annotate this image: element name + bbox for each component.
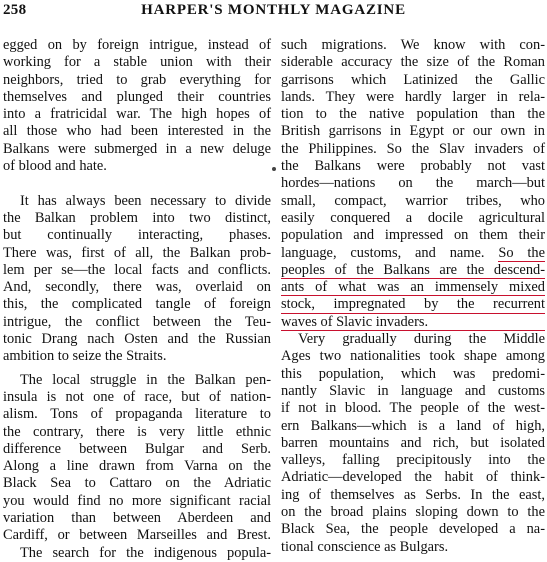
text-line: the Balkan problem into two distinct, (3, 209, 271, 226)
text-line: all those who had been interested in the (3, 123, 271, 140)
text-line: on the broad plains sloping down to the (281, 504, 545, 521)
text-line: waves of Slavic invaders. (281, 314, 545, 331)
text-line: ing of themselves as Serbs. In the east, (281, 486, 545, 503)
text-line: The search for the indigenous popula- (20, 544, 271, 561)
text-line: you would find no more significant racial (3, 492, 271, 509)
text-line: Along a line drawn from Varna on the (3, 458, 271, 475)
text-line: Cardiff, or between Marseilles and Brest. (3, 527, 271, 544)
text-line: And, secondly, there was, overlaid on (3, 279, 271, 296)
text-line: There was, first of all, the Balkan prob- (3, 244, 271, 261)
text-line: neighbors, tried to grab everything for (3, 71, 271, 88)
text-line: the contrary, there is very little ethnic (3, 423, 271, 440)
running-head: HARPER'S MONTHLY MAGAZINE (141, 2, 406, 18)
text-line: tonic Drang nach Osten and the Russian (3, 331, 271, 348)
text-line: variation than between Aberdeen and (3, 510, 271, 527)
text-line: difference between Bulgar and Serb. (3, 440, 271, 457)
text-line: nantly Slavic in language and customs (281, 382, 545, 399)
text-line: peoples of the Balkans are the descend- (281, 261, 545, 278)
text-line: British garrisons in Egypt or our own in (281, 123, 545, 140)
text-line: hordes—nations on the march—but (281, 175, 545, 192)
text-line: alism. Tons of propaganda literature to (3, 406, 271, 423)
text-line: Black Sea, the people developed a na- (281, 521, 545, 538)
text-line: ern Balkans—which is a land of high, (281, 417, 545, 434)
text-line: easily conquered a docile agricultural (281, 209, 545, 226)
text-line: barren mountains and rich, but isolated (281, 434, 545, 451)
text-line: stock, impregnated by the recurrent (281, 296, 545, 313)
text-line: working for a stable union with their (3, 54, 271, 71)
text-line: garrisons which Latinized the Gallic (281, 71, 545, 88)
paragraph-gap (3, 175, 271, 192)
page-number: 258 (3, 2, 27, 18)
text-line: this population, which was predomi- (281, 365, 545, 382)
text-line: Very gradually during the Middle (298, 331, 545, 348)
text-line: insula is not one of race, but of nation- (3, 388, 271, 405)
text-line: egged on by foreign intrigue, instead of (3, 37, 271, 53)
text-line: ants of what was an immensely mixed (281, 279, 545, 296)
text-line: siderable accuracy the size of the Roman (281, 54, 545, 71)
text-line: lands. They were hardly larger in rela- (281, 88, 545, 105)
text-line: It has always been necessary to divide (20, 192, 271, 209)
text-line: of blood and hate. (3, 158, 107, 175)
text-line: valleys, falling precipitously into the (281, 452, 545, 469)
text-line: if not in blood. The people of the west- (281, 400, 545, 417)
text-line: the Balkans were probably not vast (281, 158, 545, 175)
text-line: but continually interacting, phases. (3, 227, 271, 244)
text-line: this, the complicated tangle of foreign (3, 296, 271, 313)
right-column (281, 37, 545, 556)
text-line: themselves and plunged their countries (3, 88, 271, 105)
text-line: such migrations. We know with con- (281, 37, 545, 53)
text-line: Black Sea to Cattaro on the Adriatic (3, 475, 271, 492)
left-column (3, 37, 271, 562)
text-line: The local struggle in the Balkan pen- (20, 371, 271, 388)
margin-mark (272, 167, 276, 171)
text-line: tion to the native population than the (281, 106, 545, 123)
text-line: language, customs, and name. So the (281, 244, 545, 261)
text-line: tional conscience as Bulgars. (281, 538, 449, 555)
text-line: the Philippines. So the Slav invaders of (281, 140, 545, 157)
page-header (0, 0, 547, 22)
text-line: small, compact, warrior tribes, who (281, 192, 545, 209)
text-line: population and impressed on them their (281, 227, 545, 244)
text-line: intrigue, the conflict between the Teu- (3, 313, 271, 330)
text-line: ambition to seize the Straits. (3, 348, 167, 365)
text-line: Adriatic—developed the habit of think- (281, 469, 545, 486)
text-line: lem per se—the local facts and conflicts. (3, 261, 271, 278)
text-line: Balkans were submerged in a new deluge (3, 140, 271, 157)
text-line: Ages two nationalities took shape among (281, 348, 545, 365)
text-line: into a fratricidal war. The high hopes of (3, 106, 271, 123)
